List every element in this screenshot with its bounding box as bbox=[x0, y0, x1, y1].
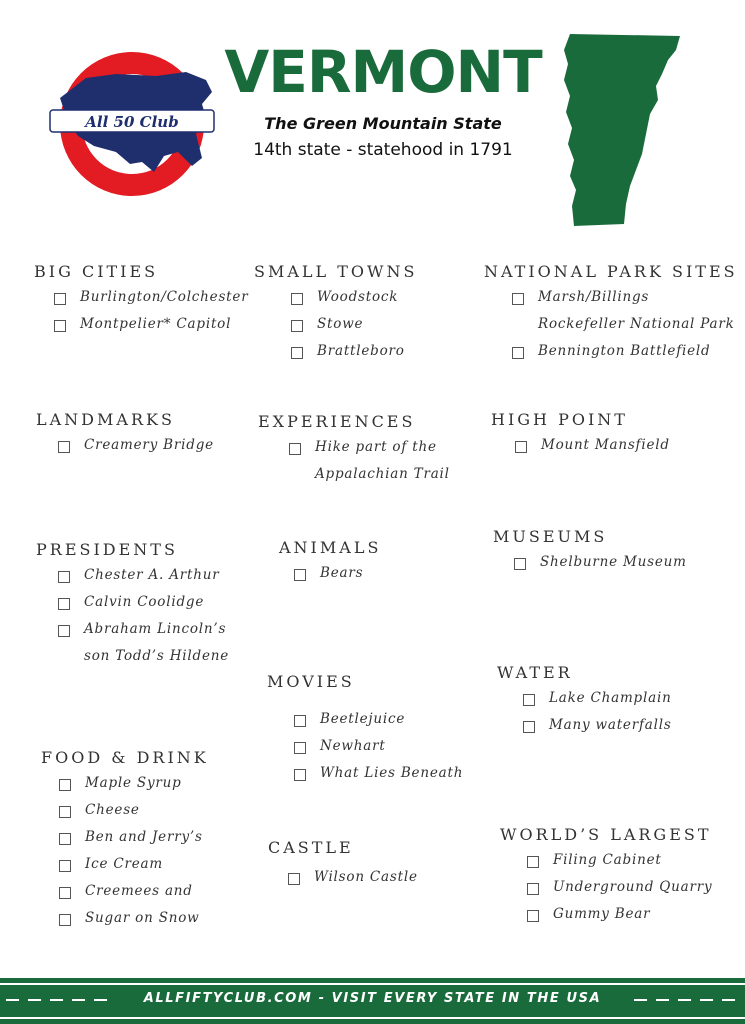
checklist-item[interactable]: Ice Cream bbox=[59, 856, 209, 883]
checklist-item[interactable]: What Lies Beneath bbox=[294, 765, 463, 792]
section-title: FOOD & DRINK bbox=[41, 748, 209, 767]
section-worlds-largest bbox=[500, 825, 712, 933]
checklist-item[interactable]: Cheese bbox=[59, 802, 209, 829]
checkbox[interactable] bbox=[523, 721, 535, 733]
checklist-item[interactable]: Creemees and bbox=[59, 883, 209, 910]
section-high-point bbox=[491, 410, 670, 464]
checkbox[interactable] bbox=[59, 779, 71, 791]
checkbox[interactable] bbox=[512, 293, 524, 305]
checklist-item[interactable]: Bennington Battlefield bbox=[512, 343, 738, 370]
footer-link[interactable]: ALLFIFTYCLUB.COM - VISIT EVERY STATE IN THE USA bbox=[143, 991, 602, 1006]
checklist-item[interactable]: Bears bbox=[294, 565, 381, 592]
section-national-park-sites bbox=[484, 262, 738, 370]
checklist-item[interactable]: Woodstock bbox=[291, 289, 417, 316]
checklist-item[interactable]: Wilson Castle bbox=[288, 869, 418, 896]
section-castle bbox=[268, 838, 418, 896]
section-food-drink bbox=[41, 748, 209, 937]
section-big-cities bbox=[34, 262, 248, 343]
section-movies bbox=[267, 672, 463, 792]
logo-text: All 50 Club bbox=[85, 113, 179, 131]
checkbox[interactable] bbox=[58, 598, 70, 610]
checkbox[interactable] bbox=[54, 320, 66, 332]
state-nickname: The Green Mountain State bbox=[264, 114, 502, 133]
checkbox[interactable] bbox=[294, 769, 306, 781]
checkbox[interactable] bbox=[512, 347, 524, 359]
section-presidents bbox=[36, 540, 229, 675]
checkbox[interactable] bbox=[59, 833, 71, 845]
section-title: NATIONAL PARK SITES bbox=[484, 262, 738, 281]
checkbox[interactable] bbox=[294, 742, 306, 754]
checklist-item[interactable]: Gummy Bear bbox=[527, 906, 712, 933]
checkbox[interactable] bbox=[514, 558, 526, 570]
checklist-item[interactable]: Ben and Jerry’s bbox=[59, 829, 209, 856]
checklist-item-continued: Appalachian Trail bbox=[315, 466, 450, 482]
checkbox[interactable] bbox=[527, 910, 539, 922]
section-title: WATER bbox=[497, 663, 573, 682]
vermont-state-map-icon bbox=[560, 30, 684, 228]
section-title: MUSEUMS bbox=[493, 527, 608, 546]
checklist-item[interactable]: Montpelier* Capitol bbox=[54, 316, 248, 343]
checklist-item[interactable]: Abraham Lincoln’s bbox=[58, 621, 229, 648]
checklist-item-continued: son Todd’s Hildene bbox=[84, 648, 230, 664]
checkbox[interactable] bbox=[59, 860, 71, 872]
checklist-item[interactable]: Many waterfalls bbox=[523, 717, 672, 744]
checklist-item[interactable]: Newhart bbox=[294, 738, 463, 765]
footer-bottom-rule bbox=[0, 1017, 745, 1019]
page-title: VERMONT bbox=[224, 38, 542, 106]
checklist-item[interactable]: Shelburne Museum bbox=[514, 554, 687, 581]
checkbox[interactable] bbox=[523, 694, 535, 706]
checkbox[interactable] bbox=[294, 715, 306, 727]
section-title: PRESIDENTS bbox=[36, 540, 178, 559]
footer-top-rule bbox=[0, 983, 745, 985]
checkbox[interactable] bbox=[59, 806, 71, 818]
section-water bbox=[497, 663, 672, 744]
checkbox[interactable] bbox=[291, 320, 303, 332]
section-title: BIG CITIES bbox=[34, 262, 159, 281]
checklist-item[interactable]: Beetlejuice bbox=[294, 711, 463, 738]
checkbox[interactable] bbox=[59, 914, 71, 926]
section-animals bbox=[279, 538, 381, 592]
checklist-item-continued: Rockefeller National Park bbox=[538, 316, 735, 332]
checkbox[interactable] bbox=[515, 441, 527, 453]
checklist-item[interactable]: Creamery Bridge bbox=[58, 437, 214, 464]
section-title: EXPERIENCES bbox=[258, 412, 416, 431]
checklist-item[interactable]: Hike part of the bbox=[289, 439, 450, 466]
checklist-item[interactable]: Marsh/Billings bbox=[512, 289, 738, 316]
checkbox[interactable] bbox=[527, 883, 539, 895]
section-title: CASTLE bbox=[268, 838, 354, 857]
checklist-item[interactable]: Sugar on Snow bbox=[59, 910, 209, 937]
checklist-item[interactable]: Filing Cabinet bbox=[527, 852, 712, 879]
section-title: LANDMARKS bbox=[36, 410, 175, 429]
checklist-item[interactable]: Chester A. Arthur bbox=[58, 567, 229, 594]
checkbox[interactable] bbox=[288, 873, 300, 885]
checklist-item[interactable]: Stowe bbox=[291, 316, 417, 343]
section-museums bbox=[493, 527, 687, 581]
footer-banner bbox=[0, 978, 745, 1024]
checkbox[interactable] bbox=[291, 293, 303, 305]
statehood-info: 14th state - statehood in 1791 bbox=[253, 140, 513, 160]
checkbox[interactable] bbox=[289, 443, 301, 455]
checklist-item[interactable]: Lake Champlain bbox=[523, 690, 672, 717]
checklist-item[interactable]: Mount Mansfield bbox=[515, 437, 670, 464]
checklist-item[interactable]: Burlington/Colchester bbox=[54, 289, 248, 316]
section-title: HIGH POINT bbox=[491, 410, 628, 429]
checkbox[interactable] bbox=[58, 625, 70, 637]
checkbox[interactable] bbox=[58, 571, 70, 583]
checklist-item[interactable]: Brattleboro bbox=[291, 343, 417, 370]
checklist-item[interactable]: Maple Syrup bbox=[59, 775, 209, 802]
checkbox[interactable] bbox=[291, 347, 303, 359]
checkbox[interactable] bbox=[58, 441, 70, 453]
section-experiences bbox=[258, 412, 450, 493]
section-small-towns bbox=[254, 262, 417, 370]
section-title: SMALL TOWNS bbox=[254, 262, 418, 281]
all-50-club-logo bbox=[46, 48, 218, 200]
checklist-item[interactable]: Calvin Coolidge bbox=[58, 594, 229, 621]
section-title: ANIMALS bbox=[279, 538, 382, 557]
section-title: WORLD’S LARGEST bbox=[500, 825, 712, 844]
checkbox[interactable] bbox=[294, 569, 306, 581]
checkbox[interactable] bbox=[527, 856, 539, 868]
checklist-item[interactable]: Underground Quarry bbox=[527, 879, 712, 906]
section-landmarks bbox=[36, 410, 214, 464]
checkbox[interactable] bbox=[54, 293, 66, 305]
section-title: MOVIES bbox=[267, 672, 355, 691]
checkbox[interactable] bbox=[59, 887, 71, 899]
